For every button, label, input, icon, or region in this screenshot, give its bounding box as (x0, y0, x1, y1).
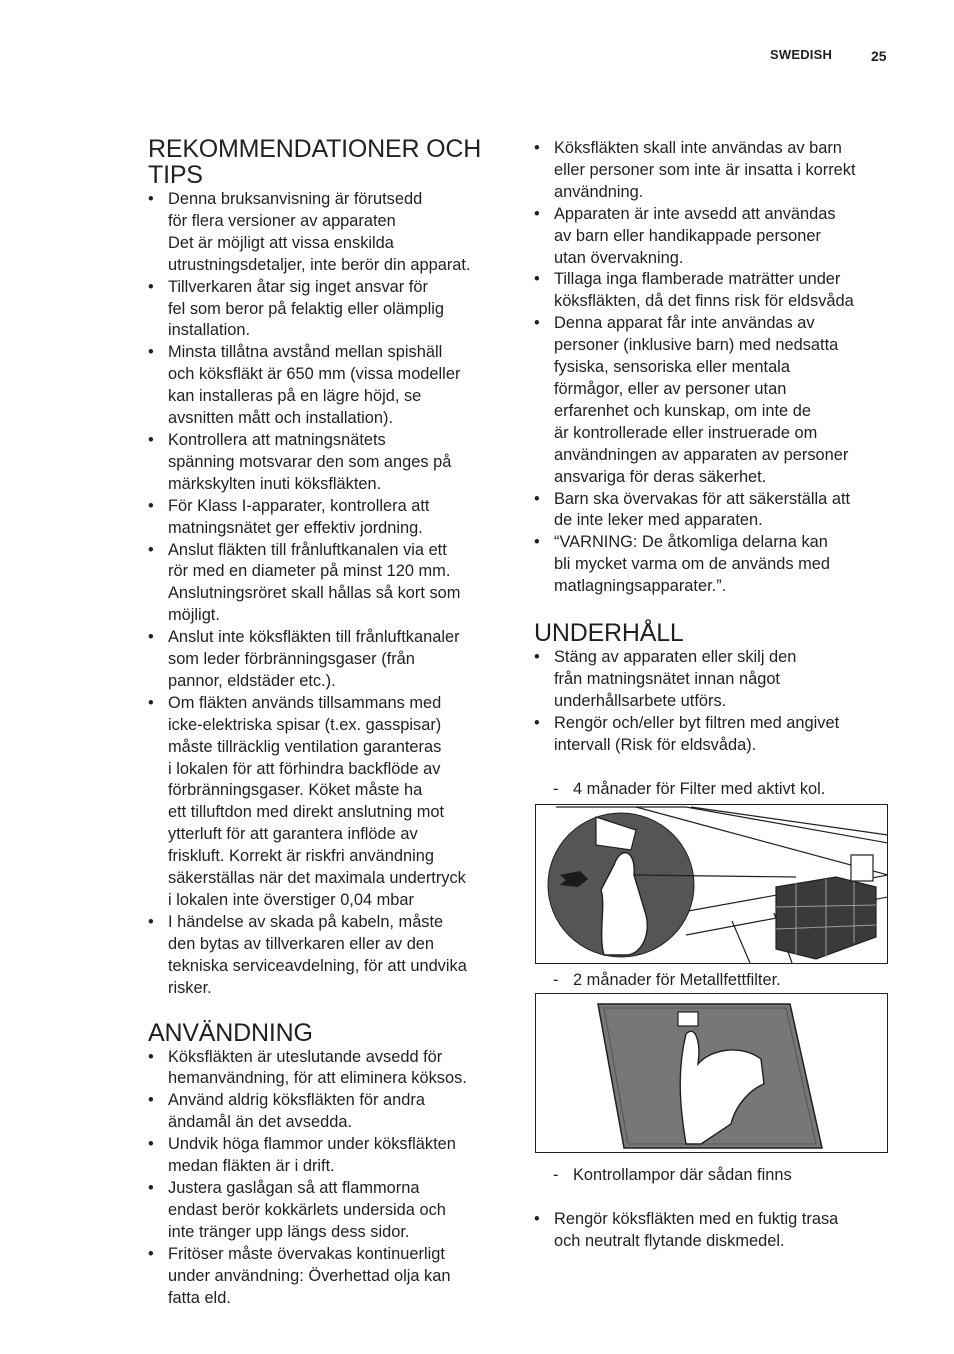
bullet-mark: • (534, 648, 540, 667)
charcoal-filter-interval (534, 779, 896, 801)
item-line: är kontrollerade eller instruerade om (554, 423, 818, 442)
item-line: bli mycket varma om de används med (554, 555, 831, 574)
list-item (534, 1209, 896, 1253)
item-line: Anslut fläkten till frånluftkanalen via ett (168, 540, 447, 559)
indicator-lamps-note (534, 1165, 896, 1187)
bullet-mark: • (148, 1178, 154, 1197)
item-line: ytterluft för att garantera inflöde av (168, 825, 418, 844)
title-line: TIPS (148, 161, 203, 189)
item-line: eller personer som inte är insatta i korrekt (554, 160, 856, 179)
bullet-mark: • (148, 343, 154, 362)
usage-list-continued (534, 138, 896, 598)
item-line: Tillverkaren åtar sig inget ansvar för (168, 277, 428, 296)
item-line: icke-elektriska spisar (t.ex. gasspisar) (168, 715, 442, 734)
item-line: erfarenhet och kunskap, om inte de (554, 401, 811, 420)
item-line: i lokalen inte överstiger 0,04 mbar (168, 891, 414, 909)
bullet-mark: • (148, 1091, 154, 1110)
list-item (534, 138, 896, 204)
list-item (148, 189, 510, 277)
bullet-mark: • (148, 430, 154, 449)
item-line: friskluft. Korrekt är riskfri användning (168, 847, 434, 866)
list-item (534, 204, 896, 270)
list-item (148, 496, 510, 540)
left-column (148, 136, 510, 1309)
bullet-mark: • (534, 314, 540, 333)
page-number: 25 (871, 48, 887, 64)
list-item (148, 693, 510, 912)
list-item (148, 1134, 510, 1178)
bullet-mark: • (534, 533, 540, 552)
item-line: måste tillräcklig ventilation garanteras (168, 737, 442, 756)
item-line: de inte leker med apparaten. (554, 511, 763, 530)
item-line: medan fläkten är i drift. (168, 1157, 335, 1176)
bullet-mark: • (534, 139, 540, 157)
metal-filter-drawing (536, 994, 888, 1153)
item-line: Stäng av apparaten eller skilj den (554, 648, 797, 667)
item-line: förmågor, eller av personer utan (554, 379, 787, 398)
item-line: ändamål än det avsedda. (168, 1113, 353, 1132)
usage-list (148, 1047, 510, 1310)
bullet-mark: • (148, 1135, 154, 1154)
bullet-mark: • (534, 713, 540, 732)
dash-mark: - (553, 779, 559, 798)
item-line: ett tilluftdon med direkt anslutning mot (168, 803, 445, 822)
item-line: hemanvändning, för att eliminera köksos. (168, 1069, 467, 1088)
item-line: matlagningsapparater.”. (554, 577, 727, 596)
item-line: Kontrollera att matningsnätets (168, 430, 386, 449)
item-line: Rengör och/eller byt filtren med angivet (554, 713, 840, 732)
item-line: Undvik höga flammor under köksfläkten (168, 1135, 456, 1154)
item-line: märkskylten inuti köksfläkten. (168, 474, 382, 493)
usage-title: ANVÄNDNING (148, 1018, 313, 1047)
item-line: I händelse av skada på kabeln, måste (168, 912, 444, 931)
item-line: fel som beror på felaktig eller olämplig (168, 299, 445, 318)
recommendations-list (148, 189, 510, 1000)
list-item (148, 540, 510, 628)
item-line: från matningsnätet innan något (554, 669, 780, 688)
item-line: Apparaten är inte avsedd att användas (554, 204, 836, 223)
bullet-mark: • (148, 496, 154, 515)
item-line: och köksfläkt är 650 mm (vissa modeller (168, 365, 461, 384)
right-column (534, 138, 896, 1253)
item-line: köksfläkten, då det finns risk för eldsvåda (554, 292, 854, 311)
item-line: möjligt. (168, 606, 220, 625)
list-item (148, 912, 510, 1000)
item-line: användningen av apparaten av personer (554, 445, 849, 464)
item-line: Anslut inte köksfläkten till frånluftkanaler (168, 628, 460, 647)
charcoal-filter-text: 4 månader för Filter med aktivt kol. (573, 779, 826, 798)
item-line: Barn ska övervakas för att säkerställa att (554, 489, 851, 508)
title-line: REKOMMENDATIONER OCH (148, 135, 482, 163)
item-line: Köksfläkten är uteslutande avsedd för (168, 1047, 443, 1066)
list-item (148, 1178, 510, 1244)
list-item (534, 313, 896, 488)
list-item (534, 713, 896, 757)
item-line: “VARNING: De åtkomliga delarna kan (554, 533, 828, 552)
item-line: underhållsarbete utförs. (554, 691, 727, 710)
item-line: utan övervakning. (554, 248, 684, 267)
charcoal-filter-illustration (535, 804, 888, 964)
item-line: pannor, eldstäder etc.). (168, 671, 336, 690)
item-line: säkerställas när det maximala undertryck (168, 869, 466, 888)
bullet-mark: • (148, 540, 154, 559)
item-line: Rengör köksfläkten med en fuktig trasa (554, 1210, 839, 1229)
item-line: Använd aldrig köksfläkten för andra (168, 1091, 425, 1110)
item-line: Fritöser måste övervakas kontinuerligt (168, 1244, 445, 1263)
list-item (534, 647, 896, 713)
maintenance-title: UNDERHÅLL (534, 619, 684, 648)
item-line: matningsnätet ger effektiv jordning. (168, 518, 423, 537)
item-line: Köksfläkten skall inte användas av barn (554, 139, 842, 157)
bullet-mark: • (148, 1244, 154, 1263)
maintenance-final-list (534, 1209, 896, 1253)
list-item (148, 430, 510, 496)
list-item (534, 489, 896, 533)
list-item (148, 1090, 510, 1134)
item-line: Det är möjligt att vissa enskilda (168, 233, 394, 252)
dash-mark: - (553, 971, 559, 990)
header-language: SWEDISH (770, 47, 833, 62)
list-item (148, 277, 510, 343)
item-line: För Klass I-apparater, kontrollera att (168, 496, 430, 515)
bullet-mark: • (534, 1210, 540, 1229)
item-line: under användning: Överhettad olja kan (168, 1266, 451, 1285)
item-line: installation. (168, 321, 251, 340)
recommendations-title (148, 136, 510, 188)
item-line: rör med en diameter på minst 120 mm. (168, 562, 451, 581)
bullet-mark: • (534, 489, 540, 508)
metal-filter-illustration (535, 993, 888, 1153)
item-line: Om fläkten används tillsammans med (168, 693, 442, 712)
item-line: risker. (168, 978, 212, 997)
item-line: ansvariga för deras säkerhet. (554, 467, 767, 486)
item-line: för flera versioner av apparaten (168, 211, 396, 230)
bullet-mark: • (148, 1047, 154, 1066)
item-line: Tillaga inga flamberade maträtter under (554, 270, 841, 289)
item-line: förbränningsgaser. Köket måste ha (168, 781, 423, 800)
list-item (148, 627, 510, 693)
item-line: Denna bruksanvisning är förutsedd (168, 190, 423, 208)
metal-filter-interval (534, 970, 896, 992)
item-line: den bytas av tillverkaren eller av den (168, 934, 435, 953)
item-line: som leder förbränningsgaser (från (168, 650, 415, 669)
item-line: endast berör kokkärlets undersida och (168, 1200, 446, 1219)
item-line: fysiska, sensoriska eller mentala (554, 358, 790, 377)
charcoal-filter-drawing (536, 805, 888, 964)
maintenance-list (534, 647, 896, 757)
item-line: Anslutningsröret skall hållas så kort som (168, 584, 461, 603)
item-line: användning. (554, 182, 644, 201)
item-line: spänning motsvarar den som anges på (168, 452, 452, 471)
item-line: utrustningsdetaljer, inte berör din apparat. (168, 255, 471, 274)
item-line: Denna apparat får inte användas av (554, 314, 815, 333)
metal-filter-text: 2 månader för Metallfettfilter. (573, 971, 781, 990)
item-line: tekniska serviceavdelning, för att undvika (168, 956, 467, 975)
item-line: Minsta tillåtna avstånd mellan spishäll (168, 343, 443, 362)
indicator-lamps-text: Kontrollampor där sådan finns (573, 1166, 792, 1185)
item-line: avsnitten mått och installation). (168, 409, 394, 428)
list-item (148, 1244, 510, 1310)
list-item (534, 269, 896, 313)
item-line: kan installeras på en lägre höjd, se (168, 387, 422, 406)
bullet-mark: • (148, 912, 154, 931)
item-line: intervall (Risk för eldsvåda). (554, 735, 757, 754)
bullet-mark: • (534, 204, 540, 223)
bullet-mark: • (148, 628, 154, 647)
item-line: personer (inklusive barn) med nedsatta (554, 336, 839, 355)
list-item (534, 532, 896, 598)
item-line: inte tränger upp längs dess sidor. (168, 1222, 410, 1241)
list-item (148, 1047, 510, 1091)
bullet-mark: • (148, 693, 154, 712)
dash-mark: - (553, 1166, 559, 1185)
item-line: Justera gaslågan så att flammorna (168, 1178, 420, 1197)
item-line: fatta eld. (168, 1288, 231, 1307)
bullet-mark: • (148, 277, 154, 296)
item-line: av barn eller handikappade personer (554, 226, 821, 245)
item-line: och neutralt flytande diskmedel. (554, 1232, 785, 1251)
item-line: i lokalen för att förhindra backflöde av (168, 759, 441, 778)
bullet-mark: • (534, 270, 540, 289)
bullet-mark: • (148, 190, 154, 208)
list-item (148, 342, 510, 430)
